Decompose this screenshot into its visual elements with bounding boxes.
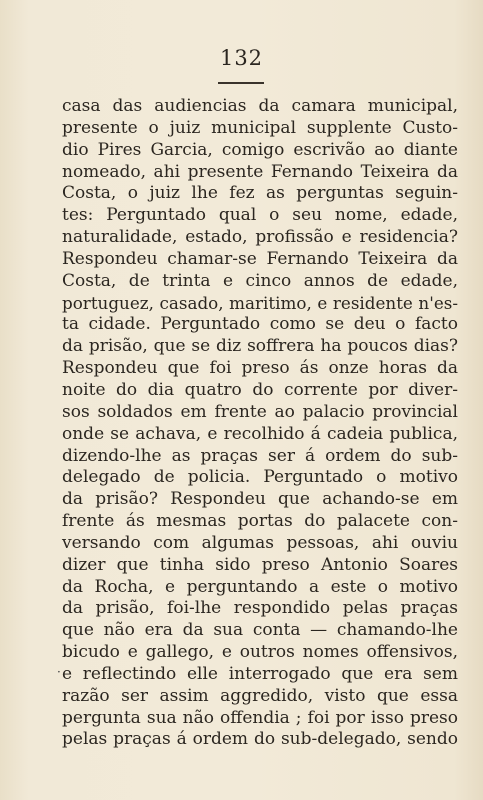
text-line: Respondeu que foi preso ás onze horas da xyxy=(62,358,458,379)
text-line: noite do dia quatro do corrente por diver- xyxy=(62,379,458,400)
text-line: naturalidade, estado, profissão e residencia? xyxy=(62,227,458,248)
text-line: casa das audiencias da camara municipal, xyxy=(62,96,458,116)
text-line: bicudo e gallego, e outros nomes offensivos, xyxy=(62,642,458,663)
text-line: Costa, de trinta e cinco annos de edade, xyxy=(62,270,458,291)
header-rule xyxy=(218,82,264,84)
text-line: sos soldados em frente ao palacio provincial xyxy=(62,401,458,422)
text-line: dizer que tinha sido preso Antonio Soares xyxy=(62,554,458,575)
body-text xyxy=(62,96,458,751)
text-line: razão ser assim aggredido, visto que essa xyxy=(62,685,458,706)
text-line: da prisão? Respondeu que achando-se em xyxy=(62,489,458,510)
text-line: versando com algumas pessoas, ahi ouviu xyxy=(62,532,458,553)
text-line: nomeado, ahi presente Fernando Teixeira da xyxy=(62,161,458,182)
text-line: delegado de policia. Perguntado o motivo xyxy=(62,467,458,488)
text-line: da Rocha, e perguntando a este o motivo xyxy=(62,576,458,597)
text-line: presente o juiz municipal supplente Custo- xyxy=(62,117,458,138)
text-line: pergunta sua não offendia ; foi por isso preso xyxy=(62,707,458,728)
text-line: tes: Perguntado qual o seu nome, edade, xyxy=(62,205,458,226)
text-line: dizendo-lhe as praças ser á ordem do sub- xyxy=(62,445,458,466)
text-line: da prisão, foi-lhe respondido pelas praças xyxy=(62,598,458,619)
text-line: onde se achava, e recolhido á cadeia publica, xyxy=(62,423,458,444)
text-line: portuguez, casado, maritimo, e residente n'es- xyxy=(62,292,458,313)
text-line: dio Pires Garcia, comigo escrivão ao diante xyxy=(62,139,458,160)
text-line: da prisão, que se diz soffrera ha poucos dias? xyxy=(62,336,458,357)
text-line: frente ás mesmas portas do palacete con- xyxy=(62,511,458,532)
text-line: e reflectindo elle interrogado que era sem xyxy=(62,663,458,684)
margin-mark: · xyxy=(57,665,61,679)
text-line: ta cidade. Perguntado como se deu o facto xyxy=(62,314,458,335)
text-line: Costa, o juiz lhe fez as perguntas seguin- xyxy=(62,183,458,204)
text-line: Respondeu chamar-se Fernando Teixeira da xyxy=(62,248,458,269)
page-number: 132 xyxy=(219,46,264,70)
text-line: que não era da sua conta — chamando-lhe xyxy=(62,620,458,641)
text-line: pelas praças á ordem do sub-delegado, sendo xyxy=(62,729,458,750)
